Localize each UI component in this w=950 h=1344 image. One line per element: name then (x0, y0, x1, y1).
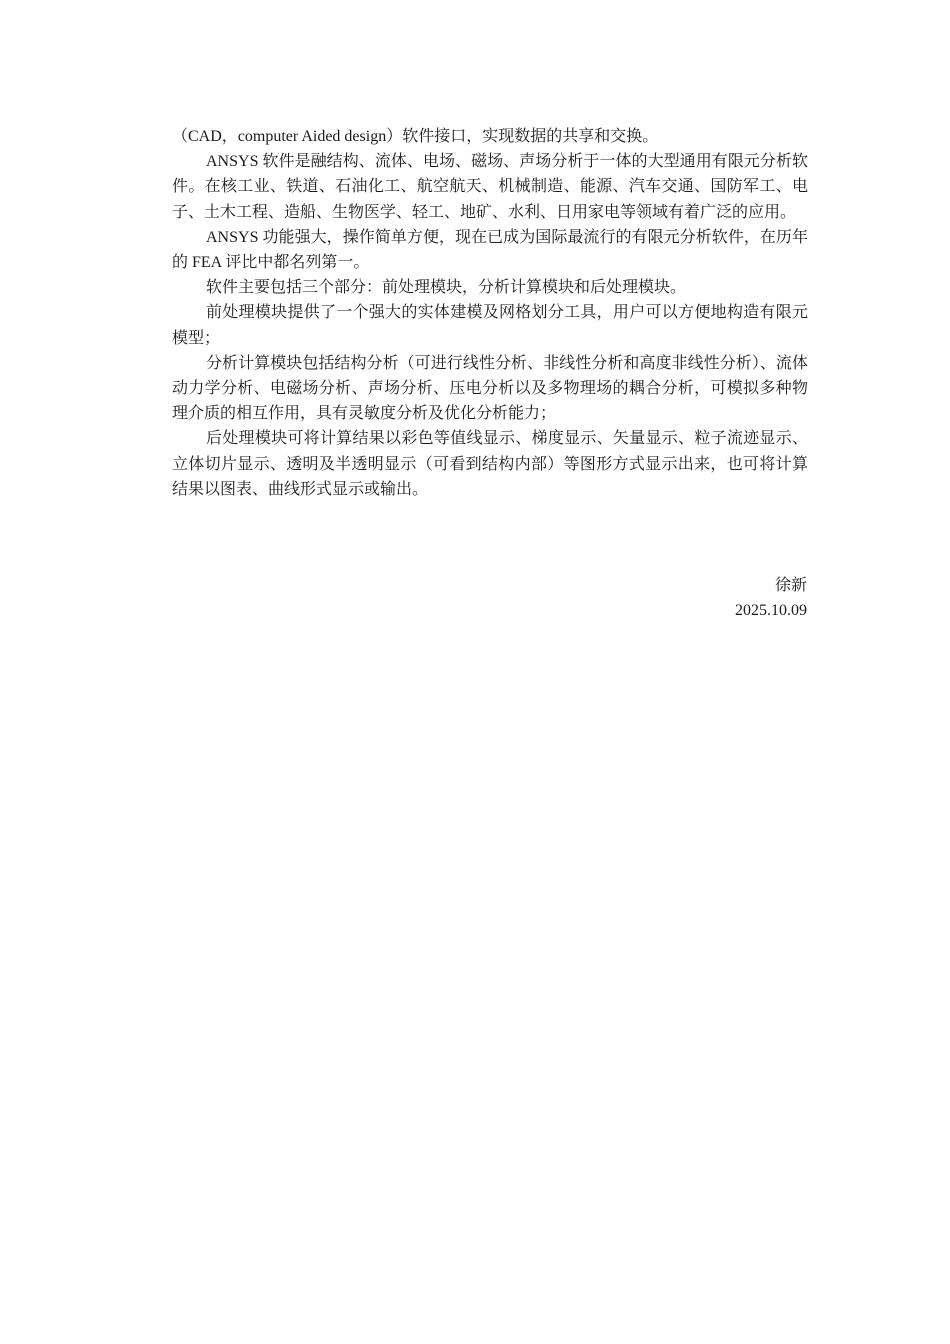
document-body (172, 124, 808, 502)
paragraph-cad-interface: （CAD，computer Aided design）软件接口，实现数据的共享和交换。 (172, 128, 659, 145)
paragraph-ansys-overview: ANSYS 软件是融结构、流体、电场、磁场、声场分析于一体的大型通用有限元分析软件。在核工业、铁道、石油化工、航空航天、机械制造、能源、汽车交通、国防军工、电子、土木工程、造船、生物医学、轻工、地矿、水利、日用家电等领域有着广泛的应用。 (172, 153, 808, 221)
paragraph-software-parts: 软件主要包括三个部分：前处理模块，分析计算模块和后处理模块。 (206, 279, 687, 297)
paragraph-ansys-features: ANSYS 功能强大，操作简单方便，现在已成为国际最流行的有限元分析软件，在历年的 FEA 评比中都名列第一。 (172, 228, 808, 272)
signature-name: 徐新 (774, 577, 807, 594)
signature-block (735, 573, 807, 623)
signature-date: 2025.10.09 (735, 602, 807, 620)
paragraph-postprocessing: 后处理模块可将计算结果以彩色等值线显示、梯度显示、矢量显示、粒子流迹显示、立体切片显示、透明及半透明显示（可看到结构内部）等图形方式显示出来，也可将计算结果以图表、曲线形式显示或输出。 (172, 430, 808, 498)
paragraph-solution: 分析计算模块包括结构分析（可进行线性分析、非线性分析和高度非线性分析）、流体动力学分析、电磁场分析、声场分析、压电分析以及多物理场的耦合分析，可模拟多种物理介质的相互作用，具有灵敏度分析及优化分析能力； (172, 354, 808, 423)
paragraph-preprocessing: 前处理模块提供了一个强大的实体建模及网格划分工具，用户可以方便地构造有限元模型； (172, 304, 808, 347)
